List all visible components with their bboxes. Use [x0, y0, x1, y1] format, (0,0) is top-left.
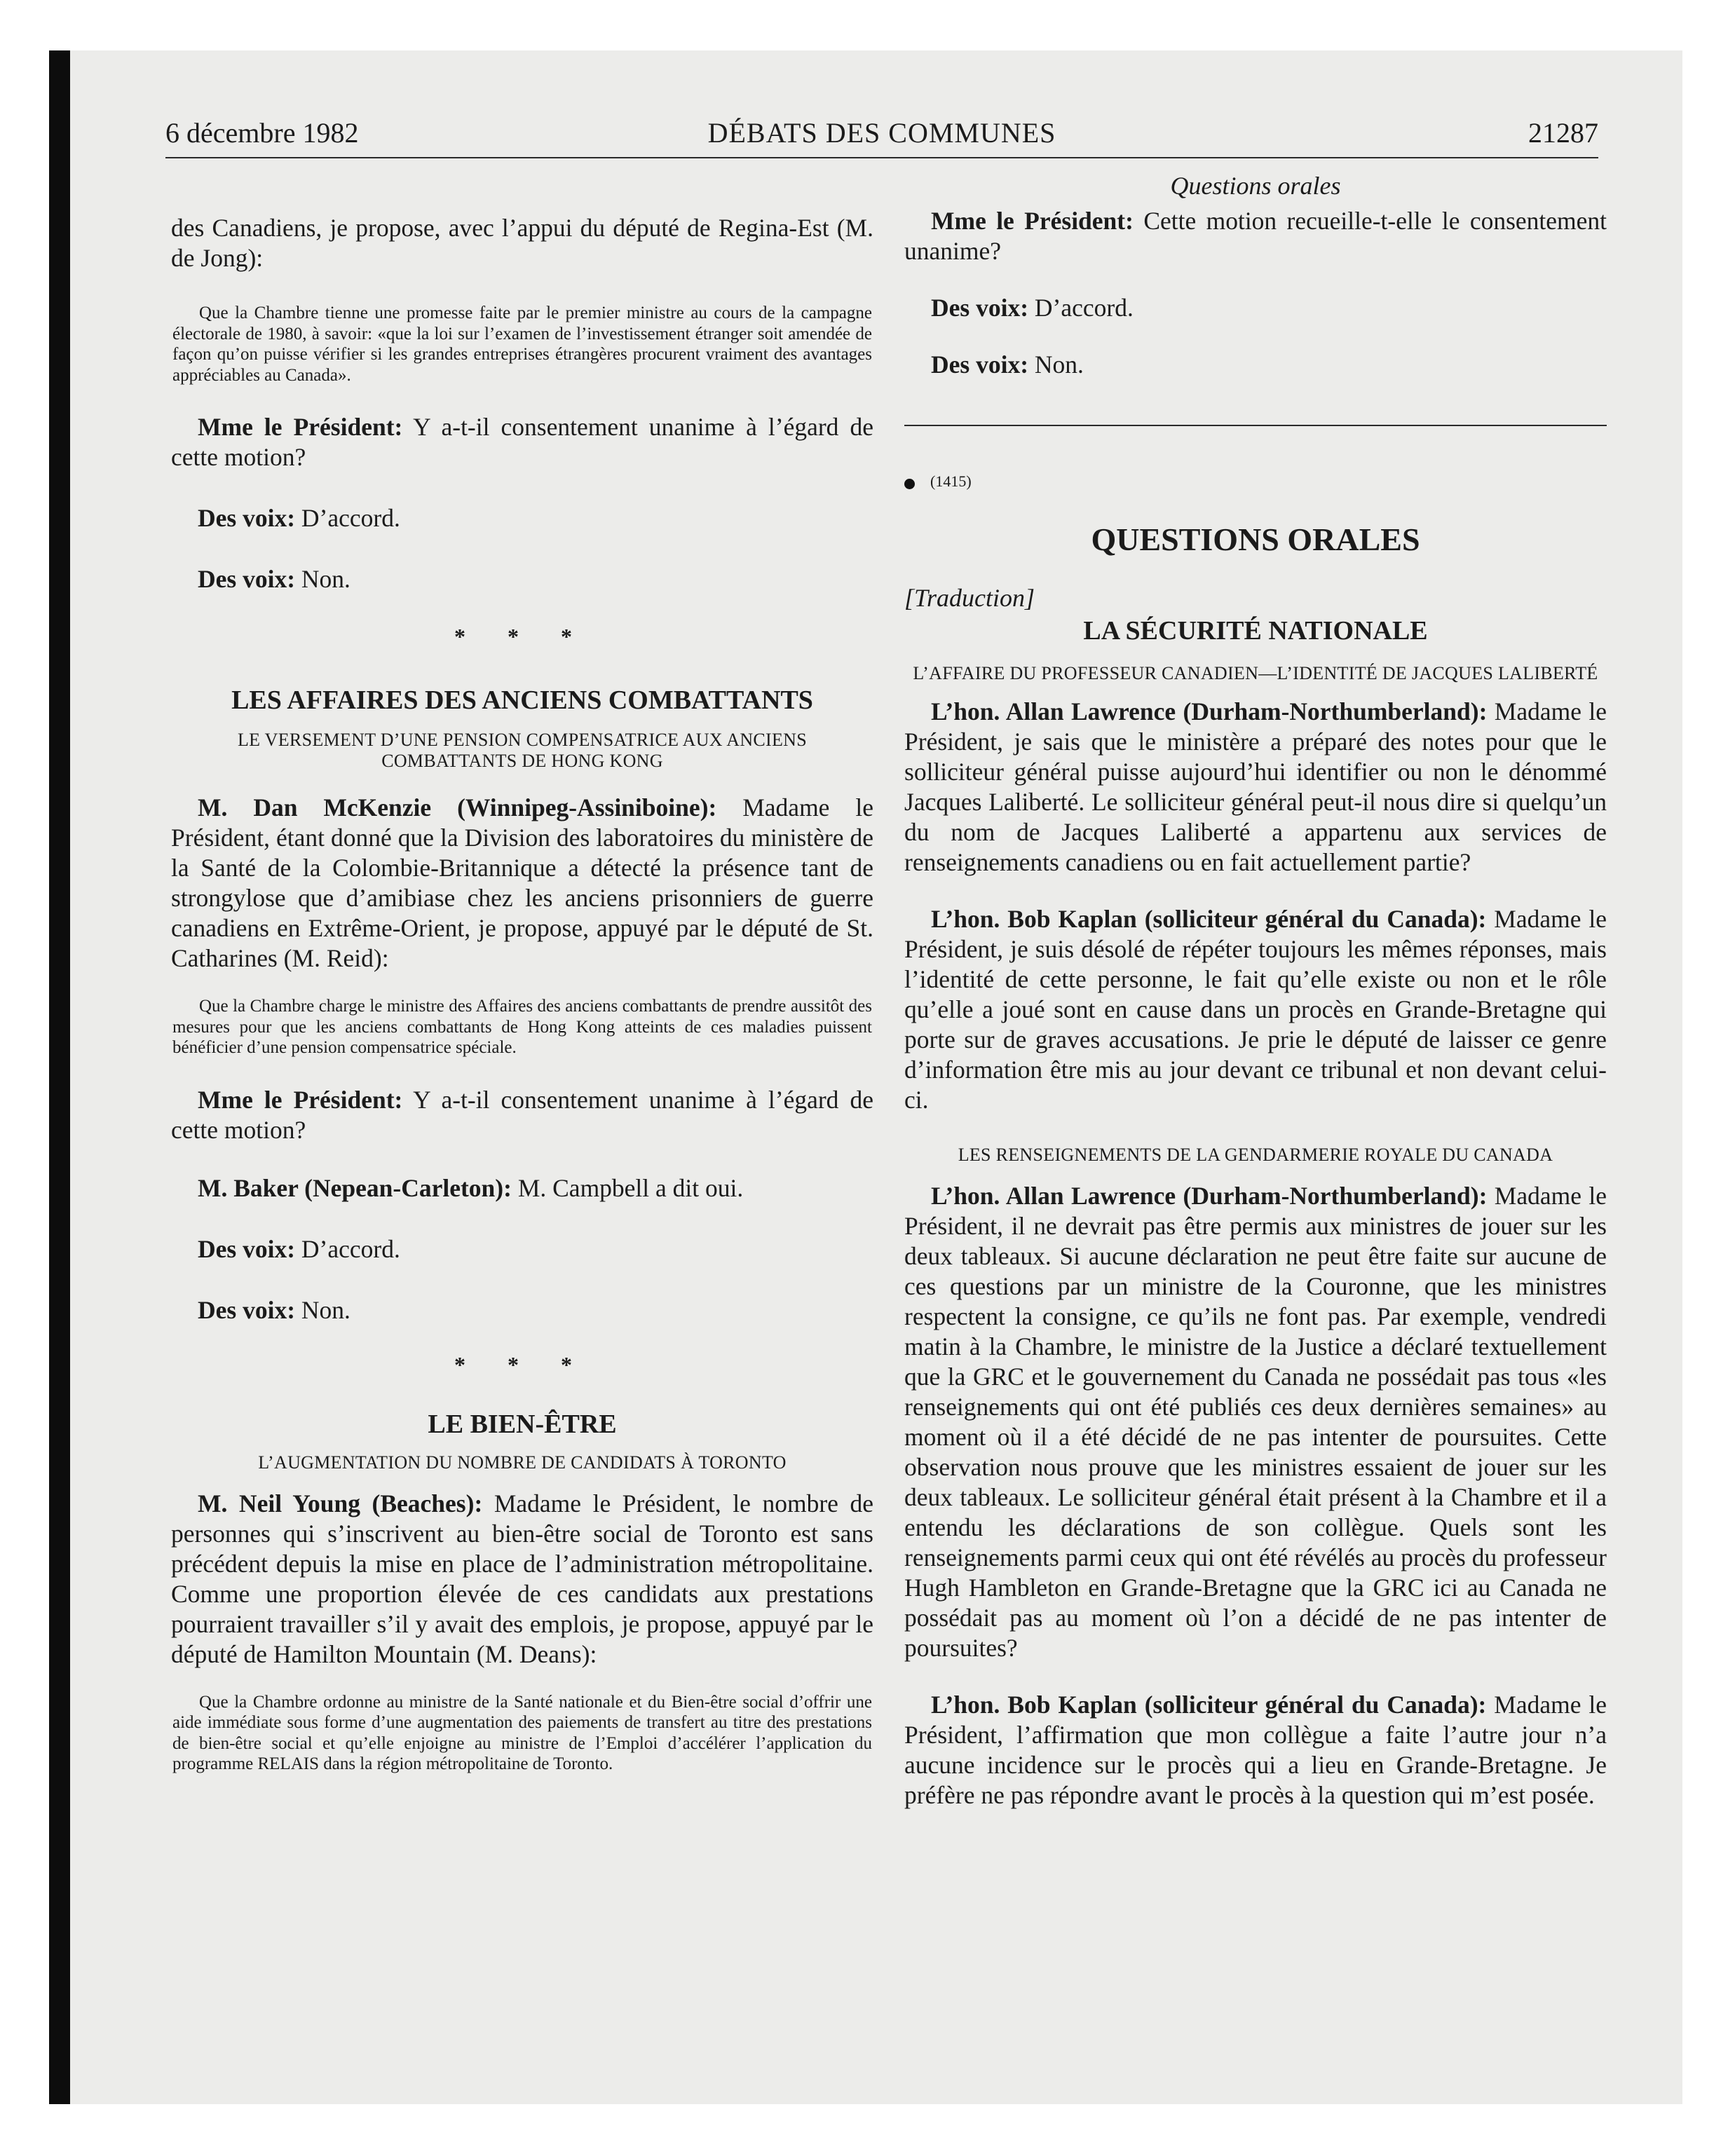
- speech-text: D’accord.: [295, 1234, 400, 1263]
- speaker-name: Des voix:: [198, 1295, 296, 1324]
- speech-text: D’accord.: [1028, 294, 1134, 322]
- speaker-name: L’hon. Allan Lawrence (Durham-Northumberland):: [931, 697, 1488, 725]
- right-column: [904, 165, 1607, 1810]
- exchange: [904, 206, 1607, 266]
- exchange: [171, 412, 873, 472]
- section-subtitle: L’AUGMENTATION DU NOMBRE DE CANDIDATS À TORONTO: [258, 1452, 787, 1473]
- speaker-name: M. Neil Young (Beaches):: [198, 1489, 483, 1517]
- speaker-name: Mme le Président:: [198, 413, 403, 441]
- speaker-name: Des voix:: [198, 1234, 296, 1263]
- exchange: [171, 503, 873, 533]
- exchange: [904, 697, 1607, 878]
- speaker-name: Des voix:: [198, 565, 296, 593]
- header-title: DÉBATS DES COMMUNES: [707, 117, 1056, 149]
- exchange: [171, 793, 873, 974]
- speech-text: Madame le Président, l’affirmation que mon collègue a faite l’autre jour n’a aucune incidence sur le procès qui a lieu en Grande-Bretagne. Je préfère ne pas répondre avant le procès à la question qui m’est posée.: [904, 1691, 1607, 1809]
- speaker-name: L’hon. Bob Kaplan (solliciteur général du Canada):: [931, 905, 1487, 933]
- exchange: [171, 564, 873, 594]
- header-date: 6 décembre 1982: [165, 117, 359, 149]
- speaker-name: L’hon. Bob Kaplan (solliciteur général du Canada):: [931, 1691, 1487, 1719]
- time-mark: [904, 472, 1607, 491]
- speaker-name: Des voix:: [931, 294, 1029, 322]
- speech-text: Non.: [295, 1295, 351, 1324]
- motion-quote: Que la Chambre charge le ministre des Affaires des anciens combattants de prendre aussitôt des mesures pour que les anciens combattants de Hong Kong atteints de ces maladies puissent bénéficier d’une pension compensatrice spéciale.: [172, 997, 872, 1057]
- topic-title: L’AFFAIRE DU PROFESSEUR CANADIEN—L’IDENTITÉ DE JACQUES LALIBERTÉ: [913, 663, 1598, 683]
- speech-text: Madame le Président, le nombre de personnes qui s’inscrivent au bien-être social de Toronto est sans précédent depuis la mise en place de l’administration métropolitaine. Comme une proportion élevée de ces candidats aux prestations pourraient travailler s’il y avait des emplois, je propose, appuyé par le député de Hamilton Mountain (M. Deans):: [171, 1489, 873, 1668]
- speaker-name: M. Dan McKenzie (Winnipeg-Assiniboine):: [198, 793, 717, 821]
- speech-text: Non.: [1028, 350, 1084, 378]
- exchange: [171, 1489, 873, 1670]
- section-separator: * * *: [454, 1351, 590, 1377]
- speech-text: Non.: [295, 565, 351, 593]
- section-title: QUESTIONS ORALES: [1091, 521, 1420, 557]
- motion-quote: Que la Chambre ordonne au ministre de la Santé nationale et du Bien-être social d’offrir une aide immédiate sous forme d’une augmentation des paiements de transfert au titre des prestations de bien-être social et qu’elle enjoigne au ministre de l’Emploi d’accélérer l’application du programme RELAIS dans la région métropolitaine de Toronto.: [172, 1692, 872, 1773]
- exchange: [904, 1181, 1607, 1663]
- section-title: LES AFFAIRES DES ANCIENS COMBATTANTS: [231, 685, 813, 715]
- speech-text: Y a-t-il consentement unanime à l’égard de cette motion?: [171, 1085, 874, 1144]
- divider-rule: [904, 425, 1607, 426]
- exchange: [171, 1295, 873, 1325]
- subsection-title: LA SÉCURITÉ NATIONALE: [1083, 616, 1428, 646]
- speech-text: Madame le Président, je suis désolé de répéter toujours les mêmes réponses, mais l’identité de cette personne, le fait qu’elle existe ou non et le rôle qu’elle a joué sont en cause dans un procès en Grande-Bretagne qui porte sur de graves accusations. Je prie le député de laisser ce genre d’information être mis au jour devant ce tribunal et non devant celui-ci.: [904, 905, 1607, 1114]
- exchange: [904, 904, 1607, 1115]
- scan-edge-shadow: [49, 50, 70, 2104]
- speech-text: Y a-t-il consentement unanime à l’égard de cette motion?: [171, 413, 874, 471]
- speaker-name: Des voix:: [931, 350, 1029, 378]
- translation-note: [Traduction]: [904, 584, 1035, 612]
- speech-text: Madame le Président, je sais que le ministère a préparé des notes pour que le solliciteur général puisse aujourd’hui identifier ou non le dénommé Jacques Laliberté. Le solliciteur général peut-il nous dire si quelqu’un du nom de Jacques Laliberté a appartenu aux services de renseignements canadiens ou en fait actuellement partie?: [904, 697, 1607, 876]
- exchange: [171, 1173, 873, 1203]
- speaker-name: Mme le Président:: [931, 207, 1134, 235]
- section-separator: * * *: [454, 624, 590, 649]
- exchange: [171, 1085, 873, 1145]
- bullet-icon: [904, 479, 915, 489]
- time-mark-text: (1415): [930, 472, 972, 490]
- left-column: [171, 165, 873, 1775]
- section-title: LE BIEN-ÊTRE: [428, 1409, 617, 1439]
- exchange: [171, 1234, 873, 1264]
- topic-title: LES RENSEIGNEMENTS DE LA GENDARMERIE ROYALE DU CANADA: [958, 1145, 1553, 1165]
- header-page-number: 21287: [1528, 117, 1598, 149]
- speaker-name: Des voix:: [198, 504, 296, 532]
- speech-text: Madame le Président, il ne devrait pas être permis aux ministres de jouer sur les deux tableaux. Si aucune déclaration ne peut être faite sur aucune de ces questions par un ministre de la Couronne, que les ministres respectent la consigne, ce qu’ils ne font pas. Par exemple, vendredi matin à la Chambre, le ministre de la Justice a déclaré textuellement que la GRC et le gouvernement du Canada ne possédait pas tous «les renseignements qui ont été publiés ces deux dernières semaines» au moment où il a été décidé de ne pas intenter de poursuites. Cette observation nous prouve que les ministres essaient de jouer sur les deux tableaux. Le solliciteur général était présent à la Chambre et il a entendu les déclarations de son collègue. Quels sont les renseignements parmi ceux qui ont été révélés au procès du professeur Hugh Hambleton en Grande-Bretagne que la GRC ici au Canada ne possédait pas au moment où l’on a décidé de ne pas intenter de poursuites?: [904, 1182, 1607, 1662]
- paragraph: des Canadiens, je propose, avec l’appui du député de Regina-Est (M. de Jong):: [171, 214, 873, 272]
- exchange: [904, 293, 1607, 323]
- exchange: [904, 1690, 1607, 1810]
- page-header: [165, 116, 1598, 158]
- running-head: Questions orales: [1170, 172, 1341, 200]
- section-subtitle: LE VERSEMENT D’UNE PENSION COMPENSATRICE AUX ANCIENS COMBATTANTS DE HONG KONG: [237, 730, 808, 771]
- speech-text: D’accord.: [295, 504, 400, 532]
- speaker-name: L’hon. Allan Lawrence (Durham-Northumberland):: [931, 1182, 1488, 1210]
- speech-text: M. Campbell a dit oui.: [511, 1173, 744, 1202]
- speaker-name: M. Baker (Nepean-Carleton):: [198, 1173, 512, 1202]
- exchange: [904, 350, 1607, 380]
- speaker-name: Mme le Président:: [198, 1085, 403, 1114]
- motion-quote: Que la Chambre tienne une promesse faite par le premier ministre au cours de la campagne électorale de 1980, à savoir: «que la loi sur l’examen de l’investissement étranger soit amendée de façon qu’on puisse vérifier si les grandes entreprises étrangères procurent vraiment des avantages appréciables au Canada».: [172, 303, 872, 385]
- speech-text: Madame le Président, étant donné que la Division des laboratoires du ministère de la Santé de la Colombie-Britannique a détecté la présence tant de strongylose que d’amibiase chez les anciens prisonniers de guerre canadiens en Extrême-Orient, je propose, appuyé par le député de St. Catharines (M. Reid):: [171, 793, 873, 972]
- speech-text: Cette motion recueille-t-elle le consentement unanime?: [904, 207, 1607, 265]
